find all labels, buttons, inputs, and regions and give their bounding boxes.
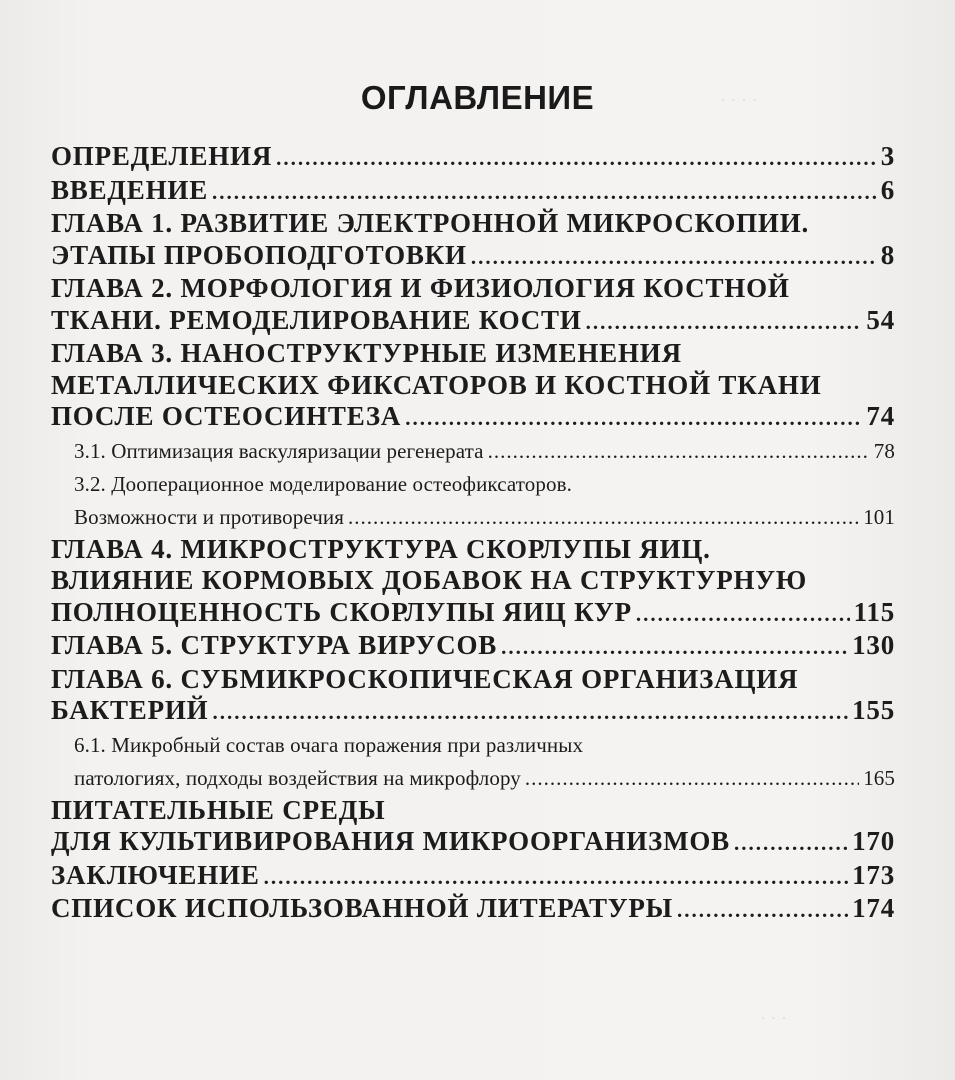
entry-title-line: ГЛАВА 4. МИКРОСТРУКТУРА СКОРЛУПЫ ЯИЦ. xyxy=(51,533,711,564)
dot-leader xyxy=(636,599,850,631)
entry-title-line: ГЛАВА 2. МОРФОЛОГИЯ И ФИЗИОЛОГИЯ КОСТНОЙ xyxy=(51,273,790,303)
toc-chapter-entry[interactable] xyxy=(51,795,895,860)
entry-last-line xyxy=(51,305,895,339)
table-of-contents xyxy=(51,141,895,927)
toc-chapter-entry[interactable] xyxy=(51,141,895,175)
entry-last-line xyxy=(51,630,895,664)
page-number: 170 xyxy=(852,826,895,856)
page-number: 165 xyxy=(863,765,895,790)
entry-last-line xyxy=(51,175,895,209)
toc-chapter-entry[interactable] xyxy=(51,893,895,927)
entry-title-line: ВЛИЯНИЕ КОРМОВЫХ ДОБАВОК НА СТРУКТУРНУЮ xyxy=(51,565,808,595)
toc-chapter-entry[interactable] xyxy=(51,534,895,631)
dot-leader xyxy=(212,697,848,729)
page-number: 115 xyxy=(853,596,895,627)
entry-last-line xyxy=(51,695,895,729)
entry-title-line: 6.1. Микробный состав очага поражения при различных xyxy=(74,732,584,757)
entry-last-line xyxy=(51,597,895,631)
page-number: 6 xyxy=(880,174,895,205)
entry-last-line xyxy=(74,501,895,534)
entry-title-line: ВВЕДЕНИЕ xyxy=(51,174,209,205)
entry-last-line xyxy=(51,401,895,435)
page-number: 74 xyxy=(866,401,895,431)
entry-last-line xyxy=(51,141,895,175)
page-number: 8 xyxy=(880,239,895,270)
dot-leader xyxy=(734,828,848,860)
toc-chapter-entry[interactable] xyxy=(51,860,895,894)
toc-subsection-entry[interactable] xyxy=(51,468,895,534)
entry-title-line: ТКАНИ. РЕМОДЕЛИРОВАНИЕ КОСТИ xyxy=(51,304,582,335)
dot-leader xyxy=(525,762,859,795)
page-number: 173 xyxy=(852,859,895,890)
entry-last-line xyxy=(51,240,895,274)
dot-leader xyxy=(276,143,877,175)
entry-title-line: ПОСЛЕ ОСТЕОСИНТЕЗА xyxy=(51,401,402,431)
toc-chapter-entry[interactable] xyxy=(51,273,895,338)
toc-chapter-entry[interactable] xyxy=(51,630,895,664)
dot-leader xyxy=(677,895,848,927)
entry-title-line: ГЛАВА 3. НАНОСТРУКТУРНЫЕ ИЗМЕНЕНИЯ xyxy=(51,338,682,368)
entry-title-line: ЭТАПЫ ПРОБОПОДГОТОВКИ xyxy=(51,239,467,270)
entry-title-line: БАКТЕРИЙ xyxy=(51,695,209,725)
toc-title: ОГЛАВЛЕНИЕ xyxy=(360,79,595,116)
entry-last-line xyxy=(74,762,895,795)
page-number: 130 xyxy=(852,630,895,660)
dot-leader xyxy=(348,501,859,534)
entry-title-line: ГЛАВА 6. СУБМИКРОСКОПИЧЕСКАЯ ОРГАНИЗАЦИЯ xyxy=(51,663,799,694)
page-number: 174 xyxy=(852,893,895,923)
show-through-text: · · · · xyxy=(720,90,758,110)
dot-leader xyxy=(405,403,862,435)
dot-leader xyxy=(471,242,877,274)
entry-title-line: ДЛЯ КУЛЬТИВИРОВАНИЯ МИКРООРГАНИЗМОВ xyxy=(51,826,730,856)
toc-chapter-entry[interactable] xyxy=(51,208,895,273)
entry-title-line: ГЛАВА 1. РАЗВИТИЕ ЭЛЕКТРОННОЙ МИКРОСКОПИИ. xyxy=(51,208,810,238)
show-through-text: · · · xyxy=(760,1008,787,1028)
entry-title-line: патологиях, подходы воздействия на микрофлору xyxy=(74,765,521,790)
entry-title-line: СПИСОК ИСПОЛЬЗОВАННОЙ ЛИТЕРАТУРЫ xyxy=(51,893,673,923)
toc-subsection-entry[interactable] xyxy=(51,435,895,468)
entry-title-line: ГЛАВА 5. СТРУКТУРА ВИРУСОВ xyxy=(51,630,498,660)
page-number: 155 xyxy=(852,695,895,725)
dot-leader xyxy=(212,177,877,209)
entry-title-line: МЕТАЛЛИЧЕСКИХ ФИКСАТОРОВ И КОСТНОЙ ТКАНИ xyxy=(51,369,822,400)
entry-last-line xyxy=(51,893,895,927)
toc-chapter-entry[interactable] xyxy=(51,664,895,729)
dot-leader xyxy=(501,632,848,664)
page-number: 54 xyxy=(866,304,895,335)
dot-leader xyxy=(586,307,863,339)
page-number: 3 xyxy=(880,141,895,171)
entry-last-line xyxy=(51,860,895,894)
entry-title-line: ЗАКЛЮЧЕНИЕ xyxy=(51,859,260,890)
entry-last-line xyxy=(74,435,895,468)
dot-leader xyxy=(488,435,870,468)
page-number: 78 xyxy=(873,438,895,463)
entry-last-line xyxy=(51,826,895,860)
entry-title-line: ОПРЕДЕЛЕНИЯ xyxy=(51,141,273,171)
entry-title-line: 3.2. Дооперационное моделирование остеофиксаторов. xyxy=(74,471,572,496)
dot-leader xyxy=(264,862,848,894)
entry-title-line: ПИТАТЕЛЬНЫЕ СРЕДЫ xyxy=(51,794,386,825)
entry-title-line: 3.1. Оптимизация васкуляризации регенерата xyxy=(74,438,484,463)
toc-subsection-entry[interactable] xyxy=(51,729,895,795)
entry-title-line: Возможности и противоречия xyxy=(74,504,345,529)
entry-title-line: ПОЛНОЦЕННОСТЬ СКОРЛУПЫ ЯИЦ КУР xyxy=(51,596,632,627)
toc-chapter-entry[interactable] xyxy=(51,175,895,209)
toc-chapter-entry[interactable] xyxy=(51,338,895,435)
page-number: 101 xyxy=(863,504,895,529)
